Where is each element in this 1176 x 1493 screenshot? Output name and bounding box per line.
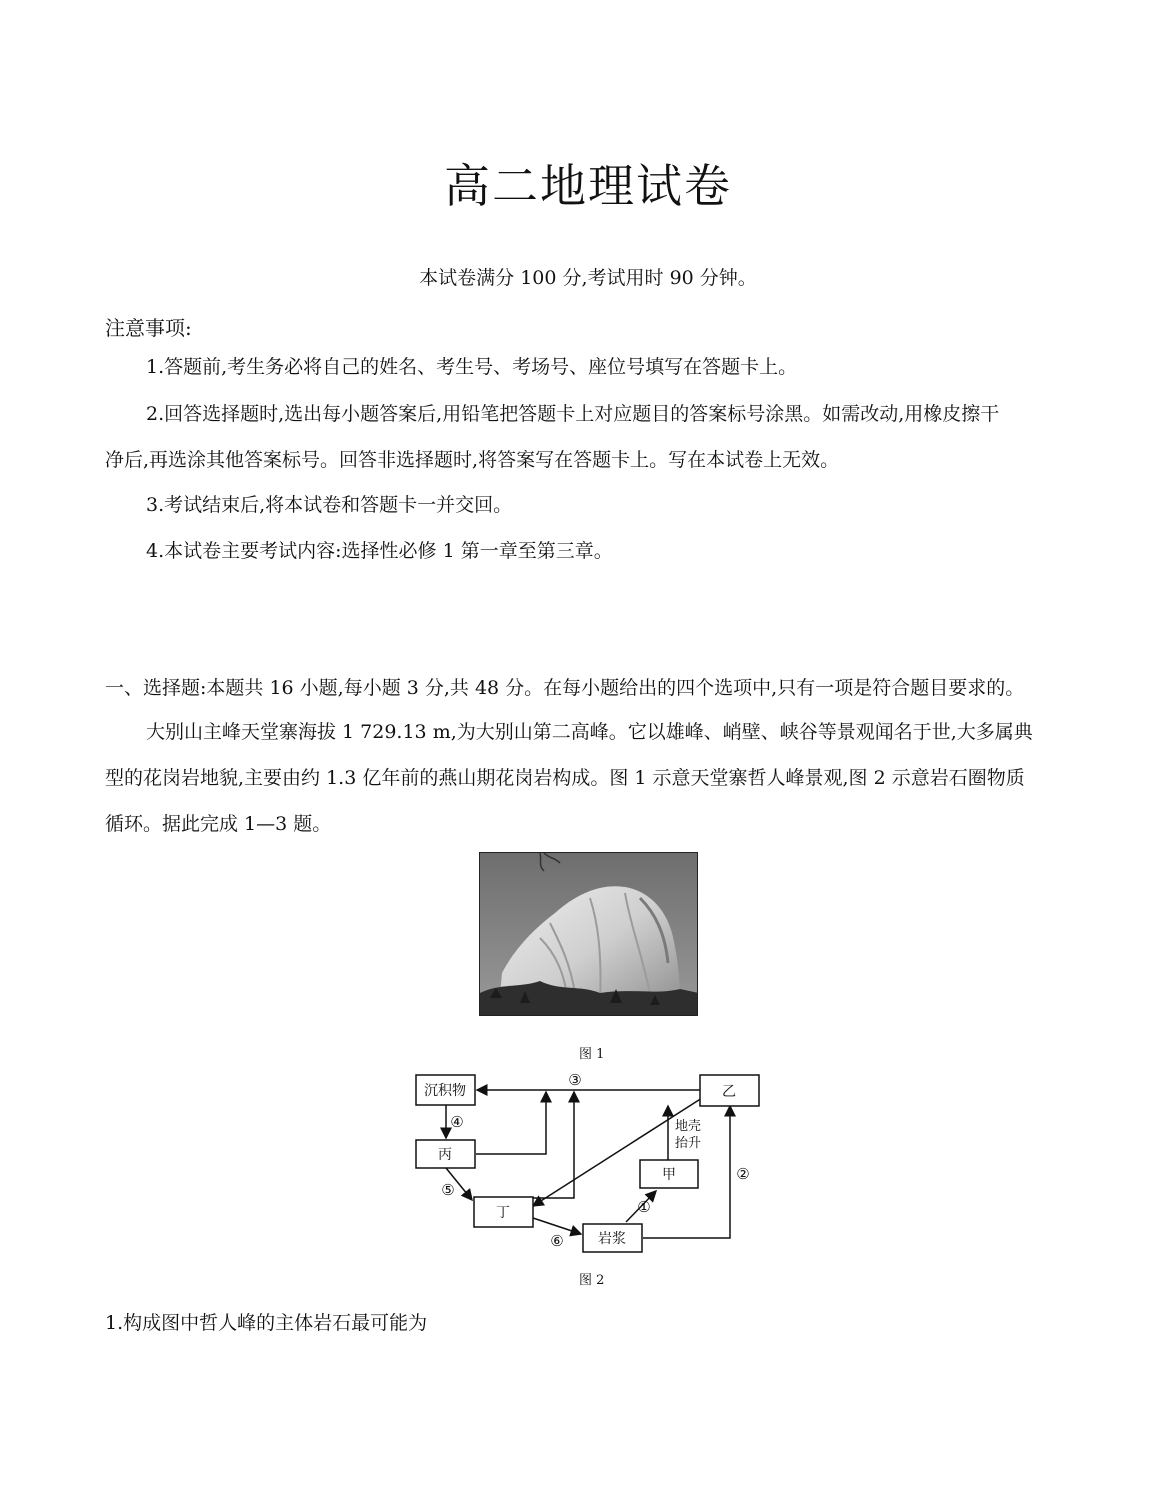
note-item-3: 3.考试结束后,将本试卷和答题卡一并交回。 <box>146 494 513 516</box>
label-circle-3: ③ <box>568 1071 582 1089</box>
label-circle-1: ① <box>637 1198 651 1216</box>
granite-peak-illustration <box>480 853 698 1016</box>
label-sediment: 沉积物 <box>424 1083 466 1099</box>
label-jia: 甲 <box>662 1167 676 1183</box>
passage-line-2: 型的花岗岩地貌,主要由约 1.3 亿年前的燕山期花岗岩构成。图 1 示意天堂寨哲人峰景观,图 2 示意岩石圈物质 <box>105 767 1025 789</box>
exam-info: 本试卷满分 100 分,考试用时 90 分钟。 <box>419 267 757 289</box>
label-circle-6: ⑥ <box>550 1232 564 1250</box>
arrow-yi-to-ding <box>533 1098 702 1206</box>
label-circle-2: ② <box>736 1165 750 1183</box>
label-yi: 乙 <box>722 1084 736 1100</box>
label-ding: 丁 <box>496 1205 510 1221</box>
figure-1-photo <box>479 852 698 1016</box>
figure-2-caption: 图 2 <box>579 1273 605 1288</box>
notes-heading: 注意事项: <box>105 316 192 340</box>
passage-line-1: 大别山主峰天堂寨海拔 1 729.13 m,为大别山第二高峰。它以雄峰、峭壁、峡谷等景观闻名于世,大多属典 <box>146 721 1033 743</box>
arrow-bing-to-top <box>476 1092 546 1154</box>
label-uplift-1: 地壳 <box>674 1119 702 1134</box>
passage-line-3: 循环。据此完成 1—3 题。 <box>105 813 332 835</box>
question-1: 1.构成图中哲人峰的主体岩石最可能为 <box>105 1312 428 1334</box>
label-uplift-2: 抬升 <box>674 1136 702 1151</box>
label-circle-4: ④ <box>450 1113 464 1131</box>
arrow-ding-to-top <box>533 1092 574 1198</box>
figure-1-caption: 图 1 <box>579 1047 605 1062</box>
note-item-4: 4.本试卷主要考试内容:选择性必修 1 第一章至第三章。 <box>146 540 613 562</box>
section-heading: 一、选择题:本题共 16 小题,每小题 3 分,共 48 分。在每小题给出的四个选项中,只有一项是符合题目要求的。 <box>105 677 1025 699</box>
label-bing: 丙 <box>438 1147 452 1163</box>
note-item-2-line-2: 净后,再选涂其他答案标号。回答非选择题时,将答案写在答题卡上。写在本试卷上无效。 <box>105 449 840 471</box>
note-item-1: 1.答题前,考生务必将自己的姓名、考生号、考场号、座位号填写在答题卡上。 <box>146 356 798 378</box>
label-magma: 岩浆 <box>598 1231 626 1247</box>
rock-cycle-diagram <box>400 1066 780 1266</box>
label-circle-5: ⑤ <box>441 1181 455 1199</box>
page-title: 高二地理试卷 <box>444 159 732 213</box>
note-item-2-line-1: 2.回答选择题时,选出每小题答案后,用铅笔把答题卡上对应题目的答案标号涂黑。如需改动,用橡皮擦干 <box>146 403 1000 425</box>
